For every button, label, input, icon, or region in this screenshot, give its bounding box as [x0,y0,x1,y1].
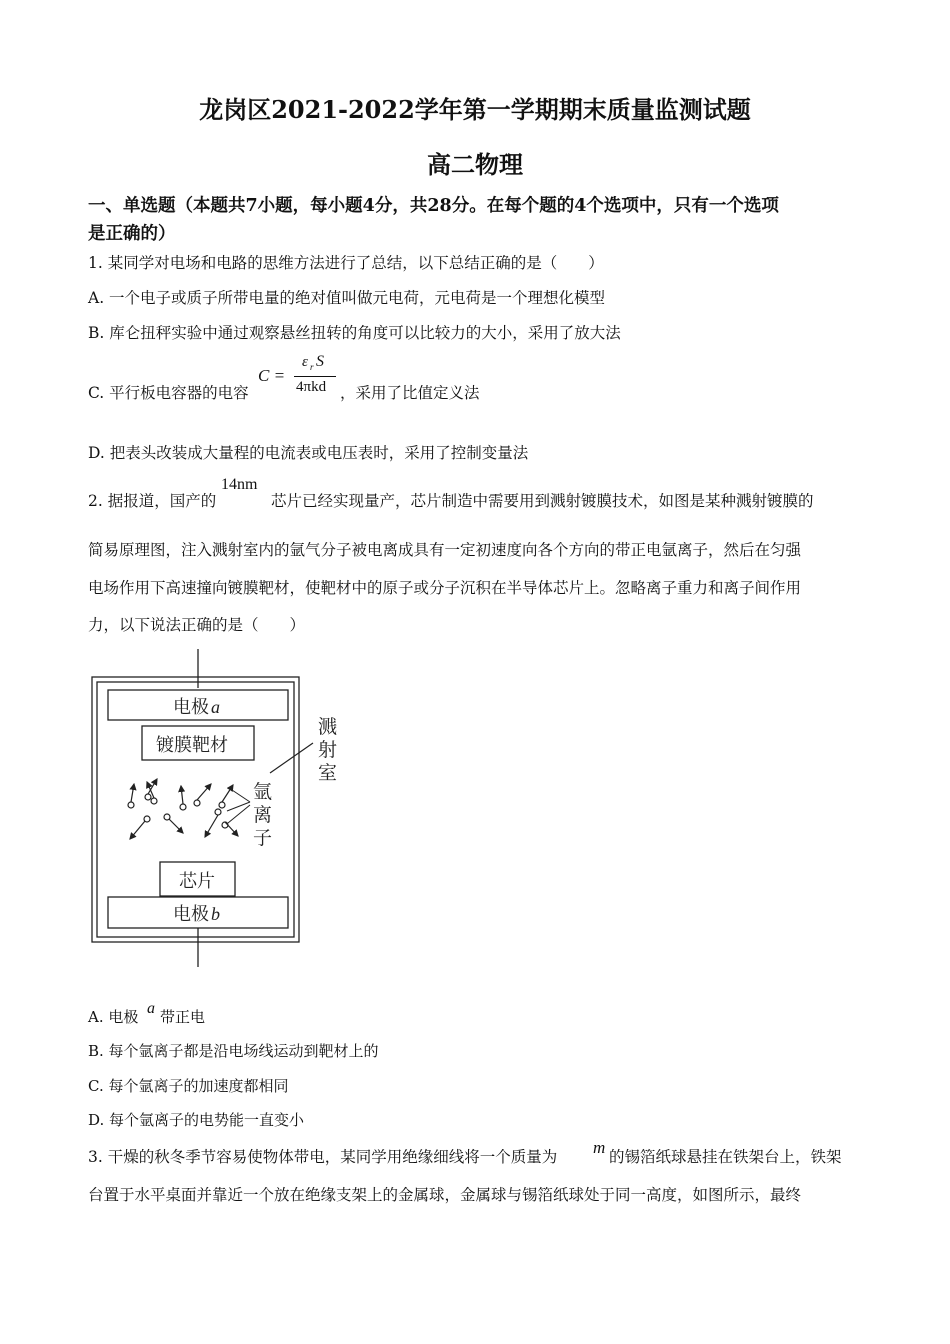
q2-option-b: B. 每个氩离子都是沿电场线运动到靶材上的 [88,1042,379,1060]
ion-leader-1 [227,802,250,811]
electrode-b-label: 电极 [173,904,209,925]
electrode-b-var: b [211,904,220,924]
ion-label-2: 离 [253,804,273,826]
q1-stem: 1. 某同学对电场和电路的思维方法进行了总结，以下总结正确的是（ ） [88,254,604,272]
argon-ion [180,804,186,810]
chip-label: 芯片 [179,871,215,892]
formula-lhs: C = [258,366,286,385]
coating-target-label: 镀膜靶材 [156,735,228,756]
q2-option-d: D. 每个氩离子的电势能一直变小 [88,1111,305,1129]
argon-ion [194,800,200,806]
section-heading-line1: 一、单选题（本题共7小题，每小题4分，共28分。在每个题的4个选项中，只有一个选项 [88,196,779,216]
argon-ion [128,802,134,808]
capacitance-formula [258,352,488,402]
electrode-a-label: 电极 [173,697,209,718]
ion-arrow [222,785,233,802]
q1-option-b: B. 库仑扭秤实验中通过观察悬丝扭转的角度可以比较力的大小，采用了放大法 [88,324,621,342]
ion-arrow [197,784,211,800]
ion-arrow [225,822,238,836]
chamber-label-3: 室 [318,762,338,784]
q2-option-a-var: a [147,1000,155,1017]
argon-ion [219,802,225,808]
argon-ion [151,798,157,804]
formula-epsilon: ε [302,354,308,370]
q2-option-a-prefix: A. 电极 [88,1008,139,1026]
ion-arrow [181,786,183,804]
q1-option-c-suffix: ，采用了比值定义法 [340,384,480,402]
exam-title: 龙岗区2021-2022学年第一学期期末质量监测试题 [199,95,751,124]
q3-stem-var: m [593,1138,606,1157]
q3-stem-line1-rest: 的锡箔纸球悬挂在铁架台上，铁架 [609,1148,842,1166]
ion-arrow [205,815,218,837]
q1-option-c-prefix: C. 平行板电容器的电容 [88,384,249,402]
q3-stem-prefix: 3. 干燥的秋冬季节容易使物体带电，某同学用绝缘细线将一个质量为 [88,1148,558,1166]
section-heading-line2: 是正确的） [88,224,176,244]
argon-ions [128,779,238,839]
exam-subject: 高二物理 [427,150,523,179]
q2-stem-line4: 力，以下说法正确的是（ ） [88,616,306,634]
ion-leader-3 [232,790,250,802]
chamber-label-1: 溅 [318,716,338,738]
q1-option-d: D. 把表头改装成大量程的电流表或电压表时，采用了控制变量法 [88,444,529,462]
q2-stem-line2: 简易原理图，注入溅射室内的氩气分子被电离成具有一定初速度向各个方向的带正电氩离子，然后在匀强 [88,541,802,559]
fraction-bar [294,376,336,377]
q1-option-a: A. 一个电子或质子所带电量的绝对值叫做元电荷，元电荷是一个理想化模型 [88,289,606,307]
sputtering-diagram [85,645,355,970]
argon-ion [145,794,151,800]
formula-denominator: 4πkd [296,379,327,395]
ion-arrow [131,784,134,802]
q3-stem-line2: 台置于水平桌面并靠近一个放在绝缘支架上的金属球，金属球与锡箔纸球处于同一高度，如图所示，最终 [88,1186,802,1204]
ion-leader-2 [228,805,250,823]
ion-arrow [169,819,183,833]
formula-epsilon-sub: r [310,362,314,372]
formula-area: S [316,353,324,370]
ion-arrow [130,821,145,839]
ion-label-1: 氩 [253,781,273,803]
ion-label-3: 子 [253,827,273,849]
argon-ion [215,809,221,815]
q2-stem-prefix: 2. 据报道，国产的 [88,492,217,510]
q2-option-c: C. 每个氩离子的加速度都相同 [88,1077,289,1095]
electrode-a-var: a [211,697,220,717]
chamber-label-2: 射 [318,739,338,761]
q2-option-a-suffix: 带正电 [160,1008,206,1026]
chamber-leader-line [270,743,313,773]
q2-stem-line1-rest: 芯片已经实现量产，芯片制造中需要用到溅射镀膜技术，如图是某种溅射镀膜的 [271,492,814,510]
q2-stem-unit: 14nm [221,476,258,493]
q2-stem-line3: 电场作用下高速撞向镀膜靶材，使靶材中的原子或分子沉积在半导体芯片上。忽略离子重力和离子间作用 [88,579,802,597]
